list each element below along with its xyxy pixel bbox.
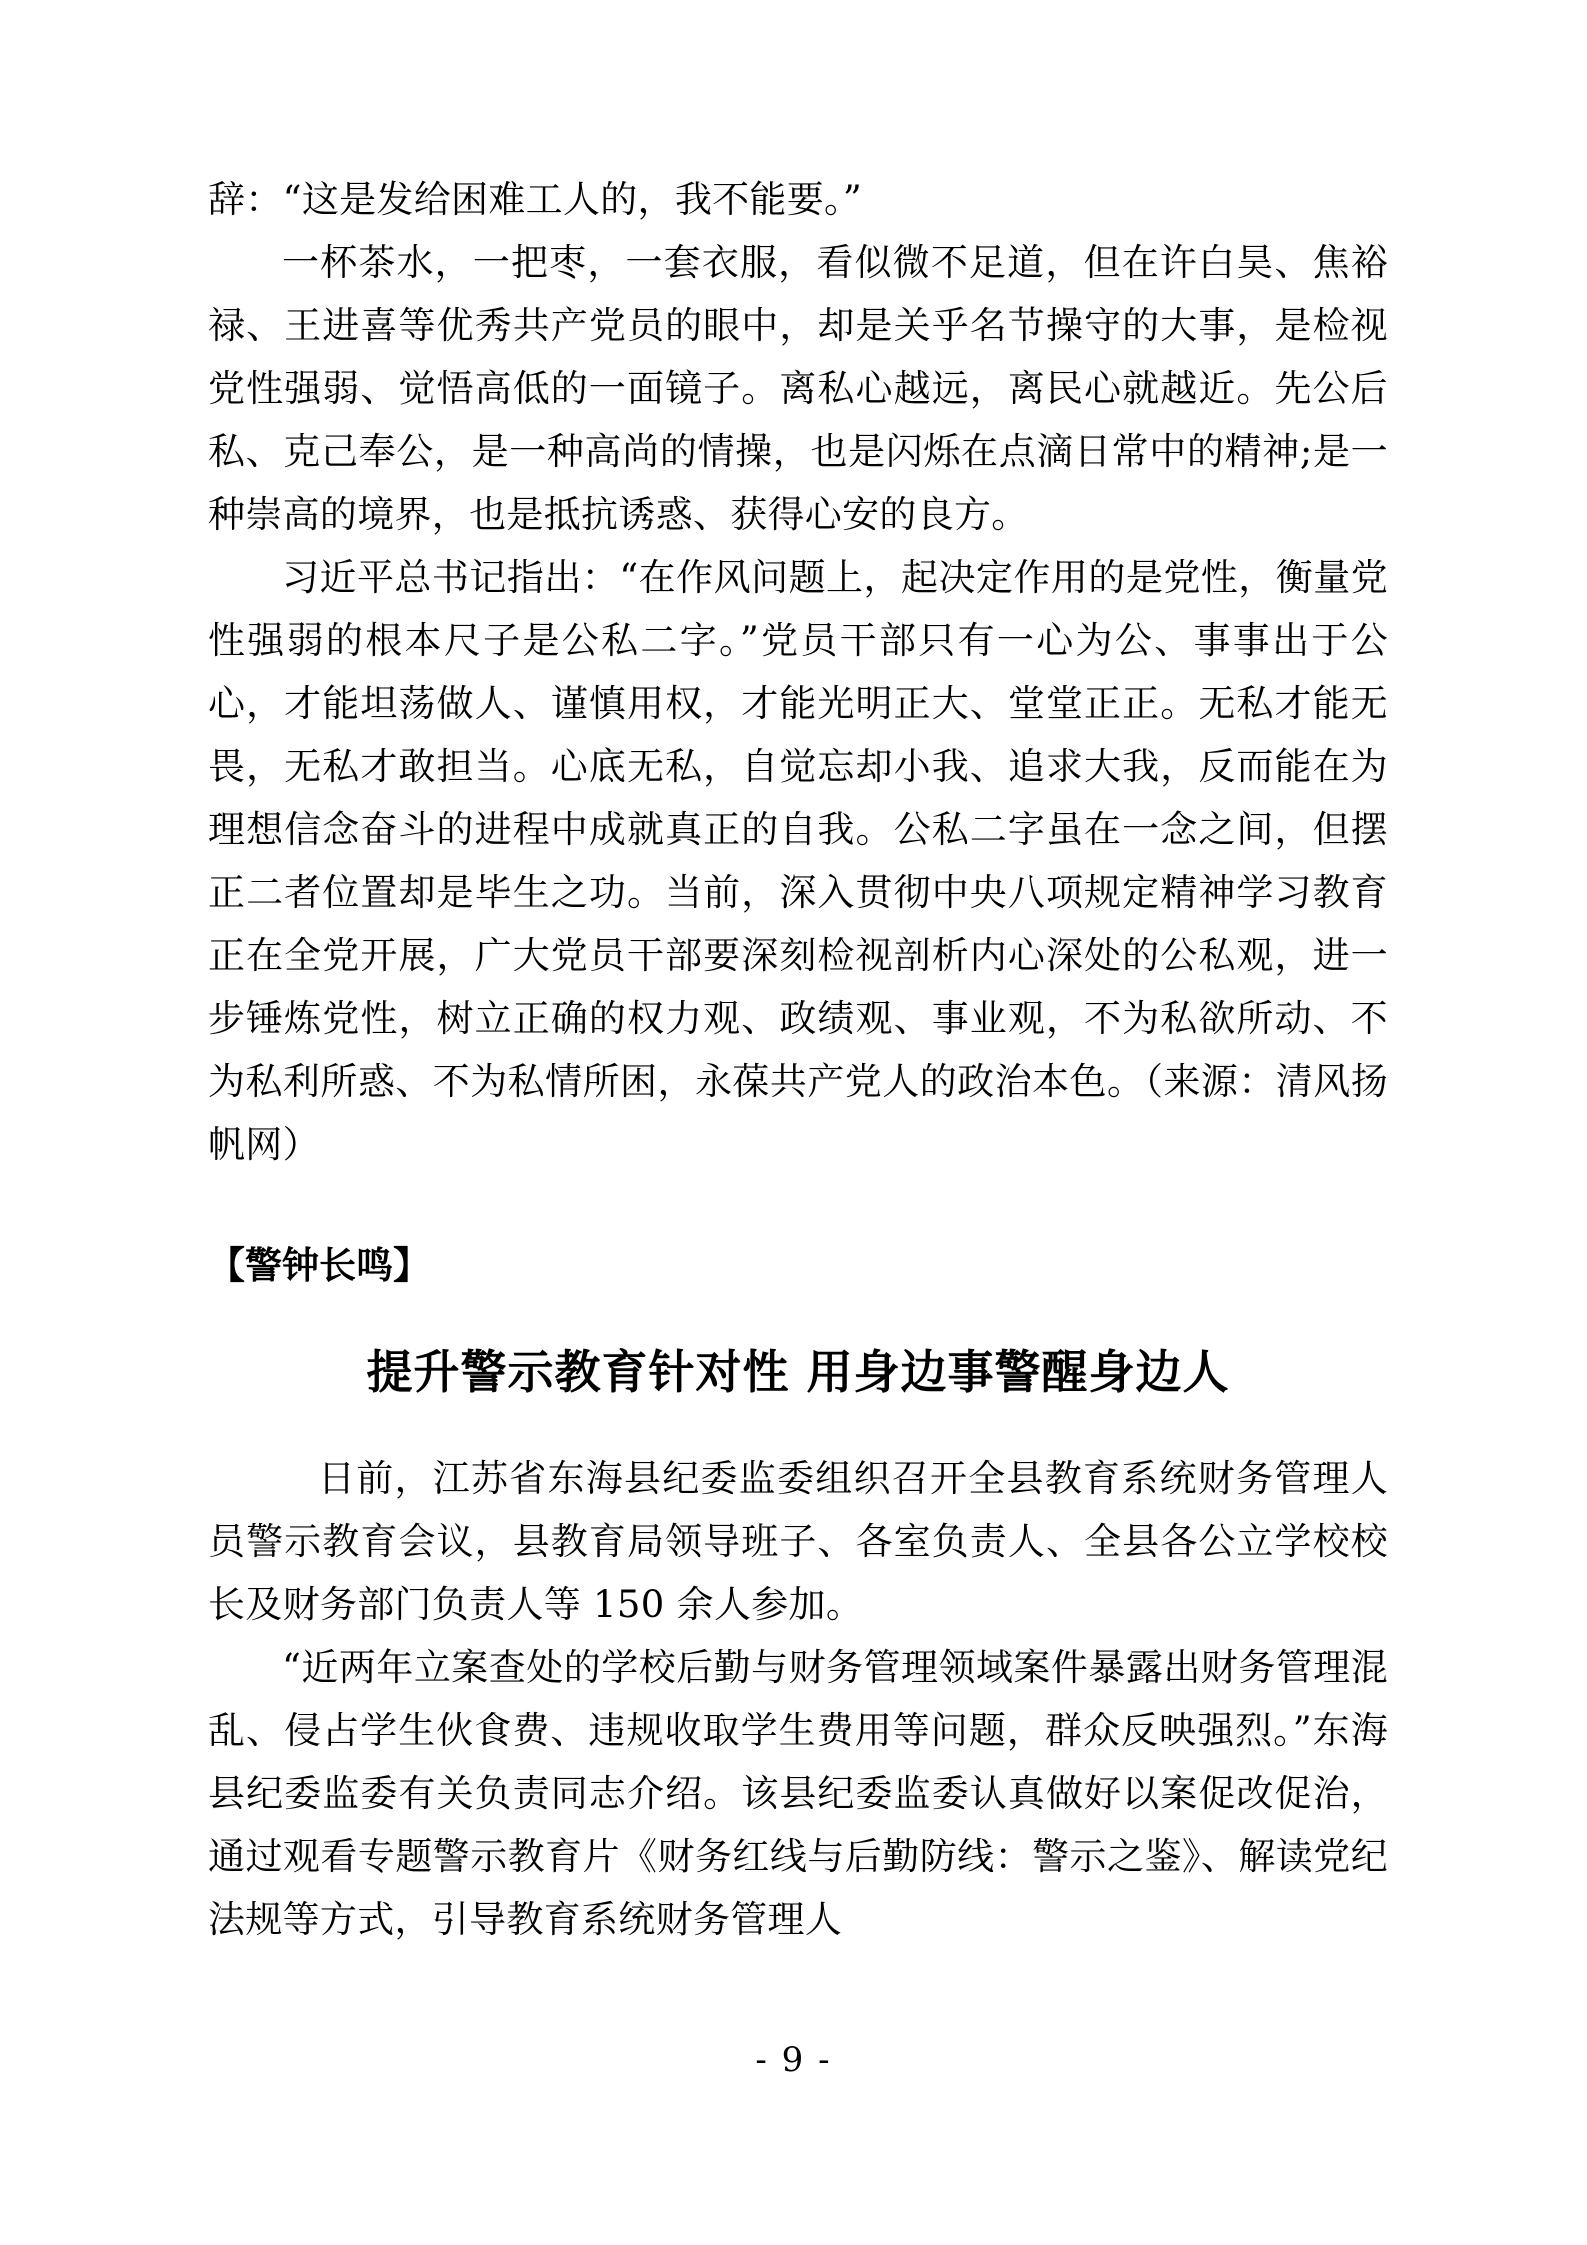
spacer-after-paragraphs	[208, 1176, 1388, 1234]
spacer-before-title	[208, 1297, 1388, 1337]
article-title: 提升警示教育针对性 用身边事警醒身边人	[366, 1345, 1230, 1399]
paragraph-continued: 辞：“这是发给困难工人的，我不能要。”	[208, 178, 863, 221]
page-content	[208, 168, 1388, 1951]
article-paragraph-meeting: 日前，江苏省东海县纪委监委组织召开全县教育系统财务管理人员警示教育会议，县教育局领导班子、各室负责人、全县各公立学校校长及财务部门负责人等 150 余人参加。	[208, 1457, 1388, 1626]
page-number: - 9 -	[755, 2040, 832, 2080]
paragraph-xi-quote: 习近平总书记指出：“在作风问题上，起决定作用的是党性，衡量党性强弱的根本尺子是公私二字。”党员干部只有一心为公、事事出于公心，才能坦荡做人、谨慎用权，才能光明正大、堂堂正正。无私才能无畏，无私才敢担当。心底无私，自觉忘却小我、追求大我，反而能在为理想信念奋斗的进程中成就真正的自我。公私二字虽在一念之间，但摆正二者位置却是毕生之功。当前，深入贯彻中央八项规定精神学习教育正在全党开展，广大党员干部要深刻检视剖析内心深处的公私观，进一步锤炼党性，树立正确的权力观、政绩观、事业观，不为私欲所动、不为私利所惑、不为私情所困，永葆共产党人的政治本色。（来源：清风扬帆网）	[208, 556, 1388, 1166]
spacer-after-title	[208, 1407, 1388, 1447]
paragraph-tea-water: 一杯茶水，一把枣，一套衣服，看似微不足道，但在许白昊、焦裕禄、王进喜等优秀共产党员的眼中，却是关乎名节操守的大事，是检视党性强弱、觉悟高低的一面镜子。离私心越远，离民心就越近。先公后私、克己奉公，是一种高尚的情操，也是闪烁在点滴日常中的精神;是一种崇高的境界，也是抵抗诱惑、获得心安的良方。	[208, 241, 1388, 536]
section-tag-alarm-bell: 【警钟长鸣】	[208, 1243, 430, 1287]
article-paragraph-cases: “近两年立案查处的学校后勤与财务管理领域案件暴露出财务管理混乱、侵占学生伙食费、违规收取学生费用等问题，群众反映强烈。”东海县纪委监委有关负责同志介绍。该县纪委监委认真做好以案促改促治，通过观看专题警示教育片《财务红线与后勤防线：警示之鉴》、解读党纪法规等方式，引导教育系统财务管理人	[208, 1646, 1388, 1941]
